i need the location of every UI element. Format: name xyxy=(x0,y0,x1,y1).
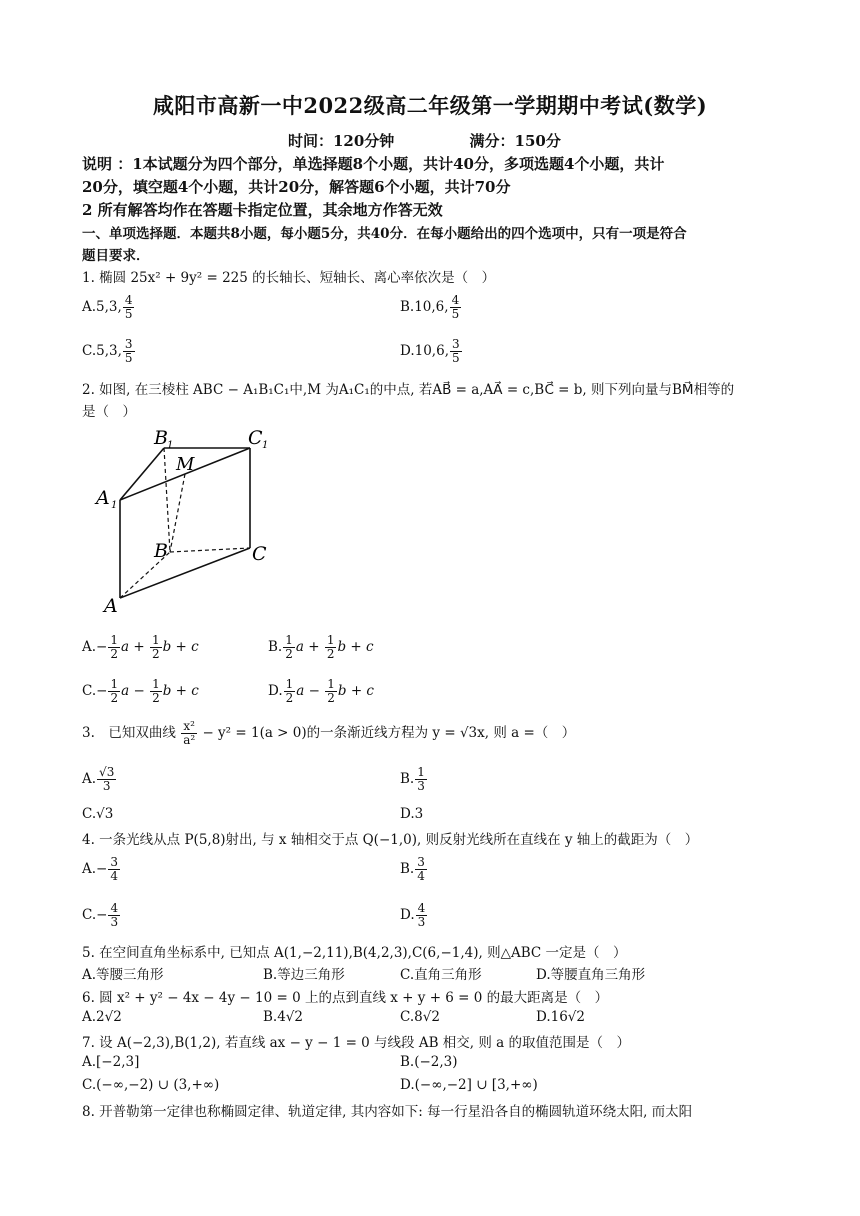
denominator: 4 xyxy=(417,869,425,883)
question-6-option-c: C.8√2 xyxy=(400,1009,440,1025)
sign: − xyxy=(96,639,108,655)
question-4-stem: 4. 一条光线从点 P(5,8)射出, 与 x 轴相交于点 Q(−1,0), 则反射光线所在直线在 y 轴上的截距为（ ） xyxy=(82,832,699,848)
denominator: 2 xyxy=(285,647,293,661)
instructions-line-1: 说明 ：1本试题分为四个部分，单选择题8个小题，共计40分，多项选题4个小题，共计 xyxy=(82,155,665,173)
denominator: 2 xyxy=(151,647,160,661)
segment-b-m-dashed xyxy=(170,474,185,552)
numerator: 4 xyxy=(451,293,460,307)
question-2-option-b xyxy=(268,634,374,661)
option-label: C. xyxy=(82,683,97,699)
question-3-option-c: C.√3 xyxy=(82,806,114,822)
denominator: 2 xyxy=(152,691,160,705)
numerator: 1 xyxy=(285,677,294,691)
numerator: 3 xyxy=(110,855,118,869)
denominator: 3 xyxy=(102,779,111,793)
fraction xyxy=(123,294,135,321)
label-b1-sub: 1 xyxy=(167,440,174,451)
fraction xyxy=(450,338,462,365)
option-prefix: A.− xyxy=(82,861,108,877)
fraction xyxy=(150,634,162,661)
numerator: 1 xyxy=(417,765,425,779)
label-a1-sub: 1 xyxy=(111,500,118,511)
fraction xyxy=(150,678,162,705)
question-7-option-c: C.(−∞,−2) ∪ (3,+∞) xyxy=(82,1077,220,1093)
sign: − xyxy=(308,683,320,699)
vector-a: a xyxy=(295,639,304,655)
sign: + xyxy=(308,639,320,655)
fraction xyxy=(108,856,120,883)
exam-title: 咸阳市高新一中2022级高二年级第一学期期中考试(数学) xyxy=(152,93,708,118)
numerator: 3 xyxy=(124,337,133,351)
question-5-stem: 5. 在空间直角坐标系中, 已知点 A(1,−2,11),B(4,2,3),C(6,−1,4), 则△ABC 一定是（ ） xyxy=(82,945,627,961)
numerator: √3 xyxy=(99,765,115,779)
question-4-option-d xyxy=(400,902,428,929)
fraction xyxy=(181,720,197,747)
label-a1: A xyxy=(96,487,110,509)
option-label: B. xyxy=(268,639,283,655)
sign: + xyxy=(133,639,145,655)
question-3-suffix: − y² = 1(a > 0)的一条渐近线方程为 y = √3x, 则 a =（ ） xyxy=(202,725,576,741)
question-6-stem: 6. 圆 x² + y² − 4x − 4y − 10 = 0 上的点到直线 x + y + 6 = 0 的最大距离是（ ） xyxy=(82,990,609,1006)
fraction xyxy=(415,766,427,793)
question-6-option-d: D.16√2 xyxy=(536,1009,586,1025)
fraction xyxy=(97,766,116,793)
fraction xyxy=(450,294,462,321)
question-7-stem: 7. 设 A(−2,3),B(1,2), 若直线 ax − y − 1 = 0 与线段 AB 相交, 则 a 的取值范围是（ ） xyxy=(82,1035,631,1051)
numerator: 1 xyxy=(152,677,160,691)
label-a: A xyxy=(104,595,118,616)
question-1-option-b xyxy=(400,294,462,321)
numerator: 1 xyxy=(110,633,118,647)
sign: − xyxy=(96,683,108,699)
vector-a: a xyxy=(296,683,305,699)
triangular-prism-figure xyxy=(90,420,290,616)
denominator: 3 xyxy=(417,779,425,793)
question-2-stem-line-1: 2. 如图, 在三棱柱 ABC − A₁B₁C₁中,M 为A₁C₁的中点, 若AB⃗ = a,AA⃗ = c,BC⃗ = b, 则下列向量与BM⃗相等的 xyxy=(82,382,735,398)
question-3-option-b xyxy=(400,766,428,793)
fraction xyxy=(108,678,120,705)
denominator: 2 xyxy=(110,691,119,705)
question-3-option-d: D.3 xyxy=(400,806,424,822)
vector-a: a xyxy=(121,683,130,699)
fraction xyxy=(108,902,120,929)
question-6-option-a: A.2√2 xyxy=(82,1009,122,1025)
numerator: 1 xyxy=(326,633,335,647)
question-2-stem-line-2: 是（ ） xyxy=(82,404,136,420)
expression-rest: b + c xyxy=(337,683,374,699)
edge-a1-b1 xyxy=(120,448,164,500)
label-b: B xyxy=(154,540,168,562)
question-3-stem xyxy=(82,720,575,747)
expression-rest: b + c xyxy=(162,639,199,655)
question-8-stem: 8. 开普勒第一定律也称椭圆定律、轨道定律, 其内容如下: 每一行星沿各自的椭圆轨道环绕太阳, 而太阳 xyxy=(82,1104,693,1120)
numerator: 1 xyxy=(285,633,293,647)
denominator: 2 xyxy=(327,691,335,705)
fraction xyxy=(283,634,295,661)
question-2-option-c xyxy=(82,678,199,705)
fraction xyxy=(325,678,337,705)
question-7-option-d: D.(−∞,−2] ∪ [3,+∞) xyxy=(400,1077,538,1093)
question-7-option-a: A.[−2,3] xyxy=(82,1054,140,1070)
numerator: 3 xyxy=(417,855,425,869)
option-label: A. xyxy=(82,639,97,655)
expression-rest: b + c xyxy=(162,683,199,699)
question-6-option-b: B.4√2 xyxy=(263,1009,303,1025)
exam-time-score xyxy=(288,130,561,151)
instructions-line-2: 20分，填空题4个小题，共计20分，解答题6个小题，共计70分 xyxy=(82,178,511,196)
label-c1-sub: 1 xyxy=(262,440,269,451)
sign: − xyxy=(133,683,145,699)
option-label: A. xyxy=(82,771,97,787)
fraction xyxy=(416,902,428,929)
option-prefix: D.10,6, xyxy=(400,343,449,359)
fraction xyxy=(325,634,337,661)
instructions-line-3: 2 所有解答均作在答题卡指定位置，其余地方作答无效 xyxy=(82,201,443,219)
section-1-heading-line-2: 题目要求． xyxy=(82,248,150,264)
option-label: B. xyxy=(400,771,415,787)
option-prefix: B. xyxy=(400,861,415,877)
denominator: 4 xyxy=(110,869,118,883)
section-1-heading-line-1: 一、单项选择题．本题共8小题，每小题5分，共40分．在每小题给出的四个选项中，只有一项是符合 xyxy=(82,226,687,242)
denominator: 2 xyxy=(110,647,118,661)
question-3-option-a xyxy=(82,766,117,793)
question-2-option-d xyxy=(268,678,374,705)
denominator: 5 xyxy=(124,307,133,321)
denominator: a² xyxy=(183,733,196,747)
label-m: M xyxy=(176,454,195,475)
denominator: 2 xyxy=(326,647,335,661)
question-5-option-d: D.等腰直角三角形 xyxy=(536,967,646,983)
score-label: 满分：150分 xyxy=(469,132,561,150)
edge-a-c xyxy=(120,548,250,598)
denominator: 5 xyxy=(451,307,460,321)
expression-rest: b + c xyxy=(337,639,374,655)
question-5-option-b: B.等边三角形 xyxy=(263,967,345,983)
numerator: 1 xyxy=(110,677,119,691)
denominator: 3 xyxy=(110,915,119,929)
question-1-stem: 1. 椭圆 25x² + 9y² = 225 的长轴长、短轴长、离心率依次是（ ） xyxy=(82,270,496,286)
numerator: 4 xyxy=(417,901,426,915)
question-2-option-a xyxy=(82,634,199,661)
numerator: 3 xyxy=(451,337,460,351)
fraction xyxy=(108,634,120,661)
numerator: 4 xyxy=(110,901,119,915)
option-prefix: D. xyxy=(400,907,415,923)
numerator: 1 xyxy=(327,677,335,691)
question-5-option-a: A.等腰三角形 xyxy=(82,967,164,983)
option-prefix: B.10,6, xyxy=(400,299,449,315)
question-4-option-a xyxy=(82,856,121,883)
option-prefix: C.5,3, xyxy=(82,343,122,359)
question-3-prefix: 3. 已知双曲线 xyxy=(82,725,176,741)
time-label: 时间：120分钟 xyxy=(288,132,395,150)
denominator: 5 xyxy=(124,351,133,365)
question-5-option-c: C.直角三角形 xyxy=(400,967,482,983)
fraction xyxy=(123,338,135,365)
question-1-option-c xyxy=(82,338,136,365)
option-label: D. xyxy=(268,683,283,699)
vector-a: a xyxy=(121,639,130,655)
question-4-option-c xyxy=(82,902,121,929)
label-b1: B xyxy=(154,427,168,449)
edge-b1-b-dashed xyxy=(164,448,170,552)
numerator: 4 xyxy=(124,293,133,307)
question-1-option-d xyxy=(400,338,463,365)
question-1-option-a xyxy=(82,294,135,321)
denominator: 5 xyxy=(451,351,460,365)
numerator: 1 xyxy=(151,633,160,647)
fraction xyxy=(284,678,296,705)
question-4-option-b xyxy=(400,856,428,883)
fraction xyxy=(415,856,427,883)
label-c: C xyxy=(252,543,267,565)
question-7-option-b: B.(−2,3) xyxy=(400,1054,458,1070)
denominator: 2 xyxy=(285,691,294,705)
numerator: x² xyxy=(183,719,195,733)
label-c1: C xyxy=(248,427,263,449)
denominator: 3 xyxy=(417,915,426,929)
option-prefix: A.5,3, xyxy=(82,299,122,315)
option-prefix: C.− xyxy=(82,907,108,923)
edge-b-c-dashed xyxy=(170,548,250,552)
